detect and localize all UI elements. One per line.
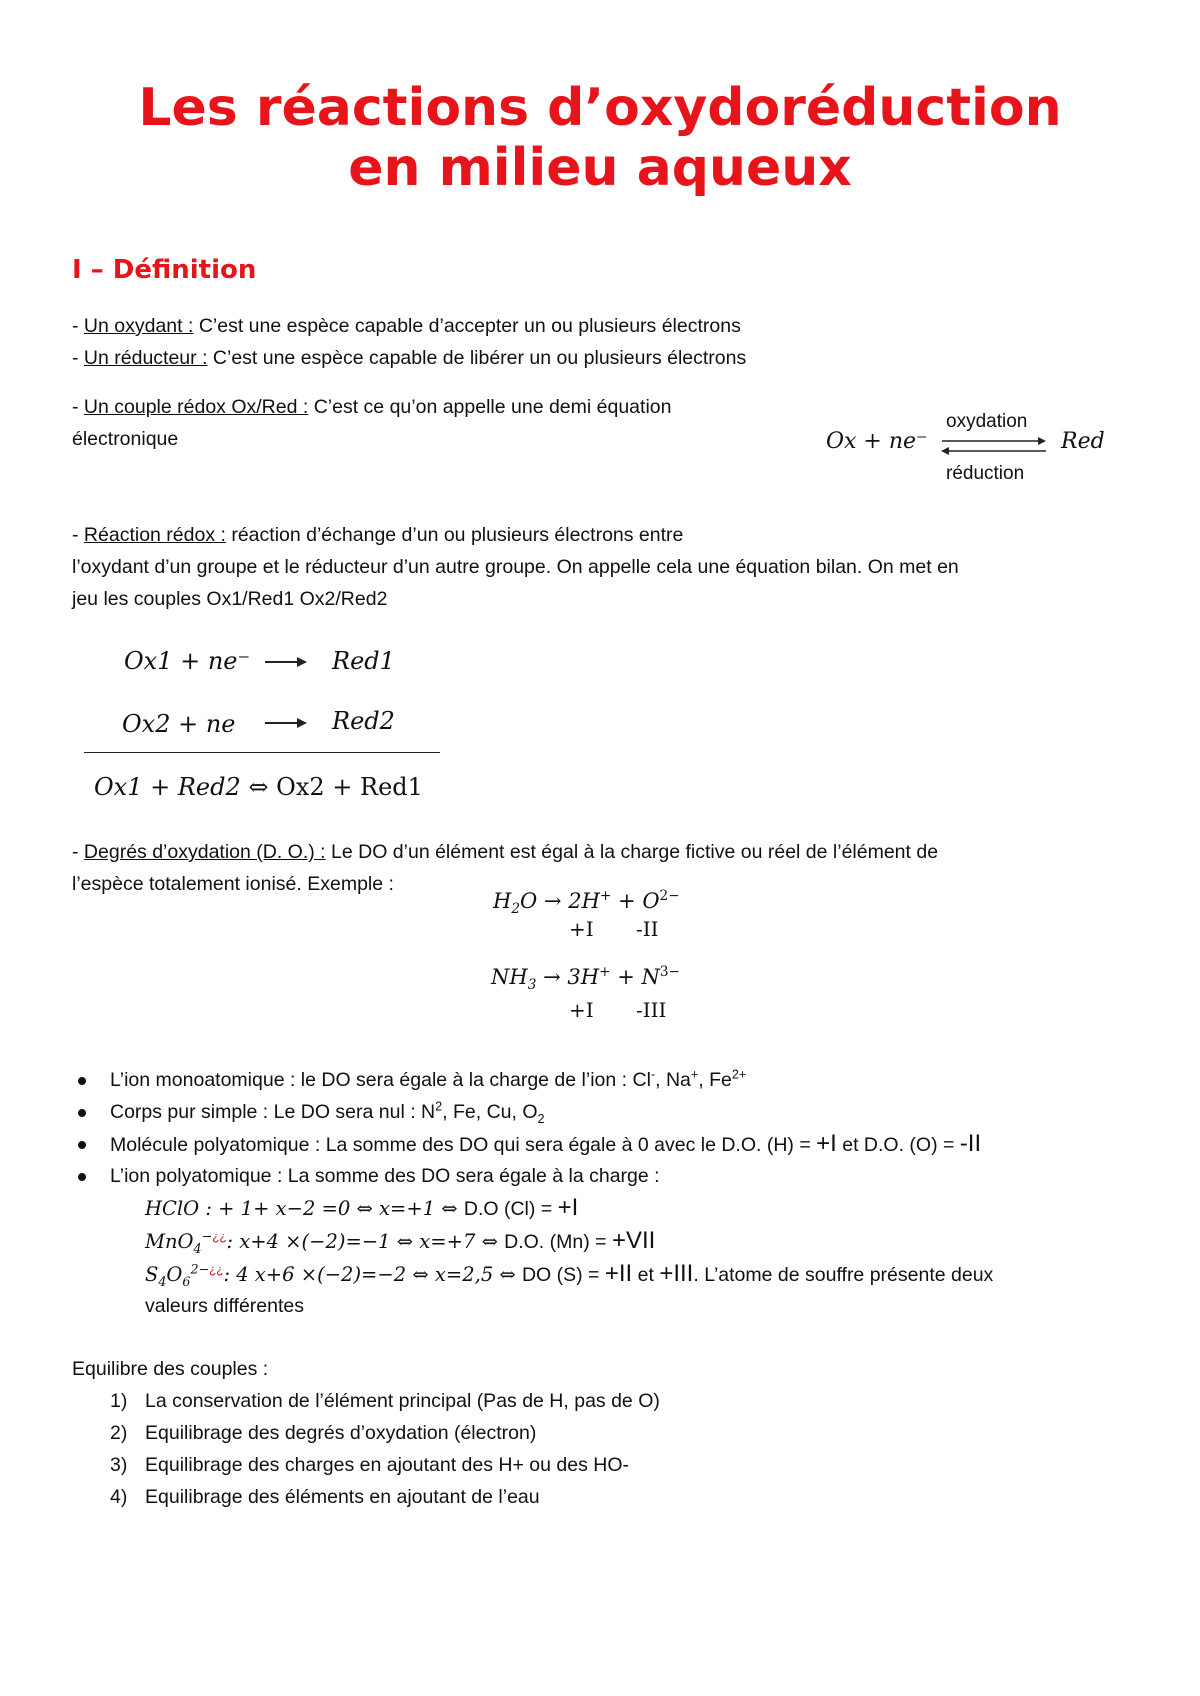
title-line-2: en milieu aqueux [348,138,852,198]
bullet-ion-polyatomique: L’ion polyatomique : La somme des DO sera égale à la charge : [110,1165,660,1187]
arrow-label-oxydation: oxydation [946,411,1028,432]
example-h2o-do-h: +I [569,917,594,941]
text-reaction-redox-1: réaction d’échange d’un ou plusieurs électrons entre [225,524,684,546]
bullet-ion-monoatomique: L’ion monoatomique : le DO sera égale à la charge de l’ion : Cl-, Na+, $Fe^{2+}$ [110,1067,747,1091]
bilan-eq3 [94,772,423,802]
bullet-corps-pur: Corps pur simple : Le DO sera nul : $N^2$, Fe, Cu, $O_2$ [110,1099,545,1126]
text-reaction-redox-2: l’oxydant d’un groupe et le réducteur d’un autre groupe. On appelle cela une équation bilan. On met en [72,556,959,578]
definition-couple-redox: - Un couple rédox Ox/Red : C’est ce qu’on appelle une demi équation [72,396,672,418]
definition-reducteur: - Un réducteur : C’est une espèce capable de libérer un ou plusieurs électrons [72,347,747,369]
text-couple-redox-1: C’est ce qu’on appelle une demi équation [308,396,672,418]
arrow-right-icon [263,716,309,730]
term-oxydant: Un oxydant : [83,315,194,337]
section-heading-definition: I – Définition [72,255,257,285]
example-s4o6-line-2: valeurs différentes [145,1295,304,1317]
equivalence-icon: ⇔ [248,773,269,801]
list-item: La conservation de l’élément principal (Pas de H, pas de O) [145,1390,660,1412]
list-item: Equilibrage des degrés d’oxydation (électron) [145,1422,537,1444]
bilan-eq2-left: Ox2 + ne [122,710,236,738]
text-degres-oxydation-1: Le DO d’un élément est égal à la charge fictive ou réel de l’élément de [325,841,939,863]
half-equation-left: Ox + ne⁻ [826,429,928,454]
definition-oxydant: - Un oxydant : C’est une espèce capable d’accepter un ou plusieurs électrons [72,315,741,337]
bullet-icon [78,1109,86,1117]
term-reducteur: Un réducteur : [83,347,208,369]
text-reducteur: C’est une espèce capable de libérer un ou plusieurs électrons [207,347,747,369]
example-mno4: MnO$_4$−¿¿: x+4 ×(−2)=−1 ⇔ x=+7 ⇔ D.O. (Mn) = +VII [145,1227,656,1256]
arrow-label-reduction: réduction [946,463,1025,484]
example-nh3-do-h: +I [569,998,594,1022]
bilan-eq1-left: Ox1 + ne⁻ [124,647,251,675]
bullet-icon [78,1077,86,1085]
example-nh3-equation: $NH_3 \to 3H^+ + N^{3-}$ [491,964,680,994]
bilan-eq3-right: Ox2 + Red1 [276,773,423,801]
text-oxydant: C’est une espèce capable d’accepter un ou plusieurs électrons [193,315,741,337]
half-equation-right: Red [1061,429,1105,454]
document-title [0,78,1200,198]
arrow-right-icon [263,655,309,669]
bilan-eq1-right: Red1 [332,647,395,675]
definition-degres-oxydation: - Degrés d’oxydation (D. O.) : Le DO d’un élément est égal à la charge fictive ou réel de l’élément de [72,841,939,863]
text-couple-redox-2: électronique [72,428,179,450]
definition-reaction-redox: - Réaction rédox : réaction d’échange d’un ou plusieurs électrons entre [72,524,684,546]
bullet-molecule-polyatomique: Molécule polyatomique : La somme des DO qui sera égale à 0 avec le D.O. (H) = +I et D.O. (O) = -II [110,1130,982,1157]
example-nh3-do-n: -III [636,998,667,1022]
list-item: Equilibrage des éléments en ajoutant de l’eau [145,1486,540,1508]
list-item-number: 3) [110,1454,128,1476]
list-item: Equilibrage des charges en ajoutant des H+ ou des HO- [145,1454,630,1476]
bilan-separator [84,752,440,753]
bullet-icon [78,1141,86,1149]
bilan-eq3-left: Ox1 + Red2 [94,773,241,801]
text-reaction-redox-3: jeu les couples Ox1/Red1 Ox2/Red2 [72,588,388,610]
bullet-icon [78,1173,86,1181]
text-degres-oxydation-2: l’espèce totalement ionisé. Exemple : [72,873,394,895]
list-item-number: 4) [110,1486,128,1508]
bilan-eq2-right: Red2 [332,707,395,735]
term-degres-oxydation: Degrés d’oxydation (D. O.) : [83,841,326,863]
term-reaction-redox: Réaction rédox : [83,524,226,546]
example-hclo: HClO : + 1+ x−2 =0 ⇔ x=+1 ⇔ D.O (Cl) = +I [145,1194,579,1221]
equilibre-heading: Equilibre des couples : [72,1358,269,1380]
term-couple-redox: Un couple rédox Ox/Red : [83,396,309,418]
list-item-number: 2) [110,1422,128,1444]
example-h2o-equation: $H_2O \to 2H^+ + O^{2-}$ [493,888,680,918]
example-s4o6: $S_4O_6^{2-¿¿}$: 4 x+6 ×(−2)=−2 ⇔ x=2,5 ⇔ DO (S) = +II et +III. L’atome de souffre présente deux [145,1260,994,1289]
list-item-number: 1) [110,1390,128,1412]
example-h2o-do-o: -II [636,917,659,941]
title-line-1: Les réactions d’oxydoréduction [138,78,1062,138]
double-arrow-icon [938,434,1050,458]
